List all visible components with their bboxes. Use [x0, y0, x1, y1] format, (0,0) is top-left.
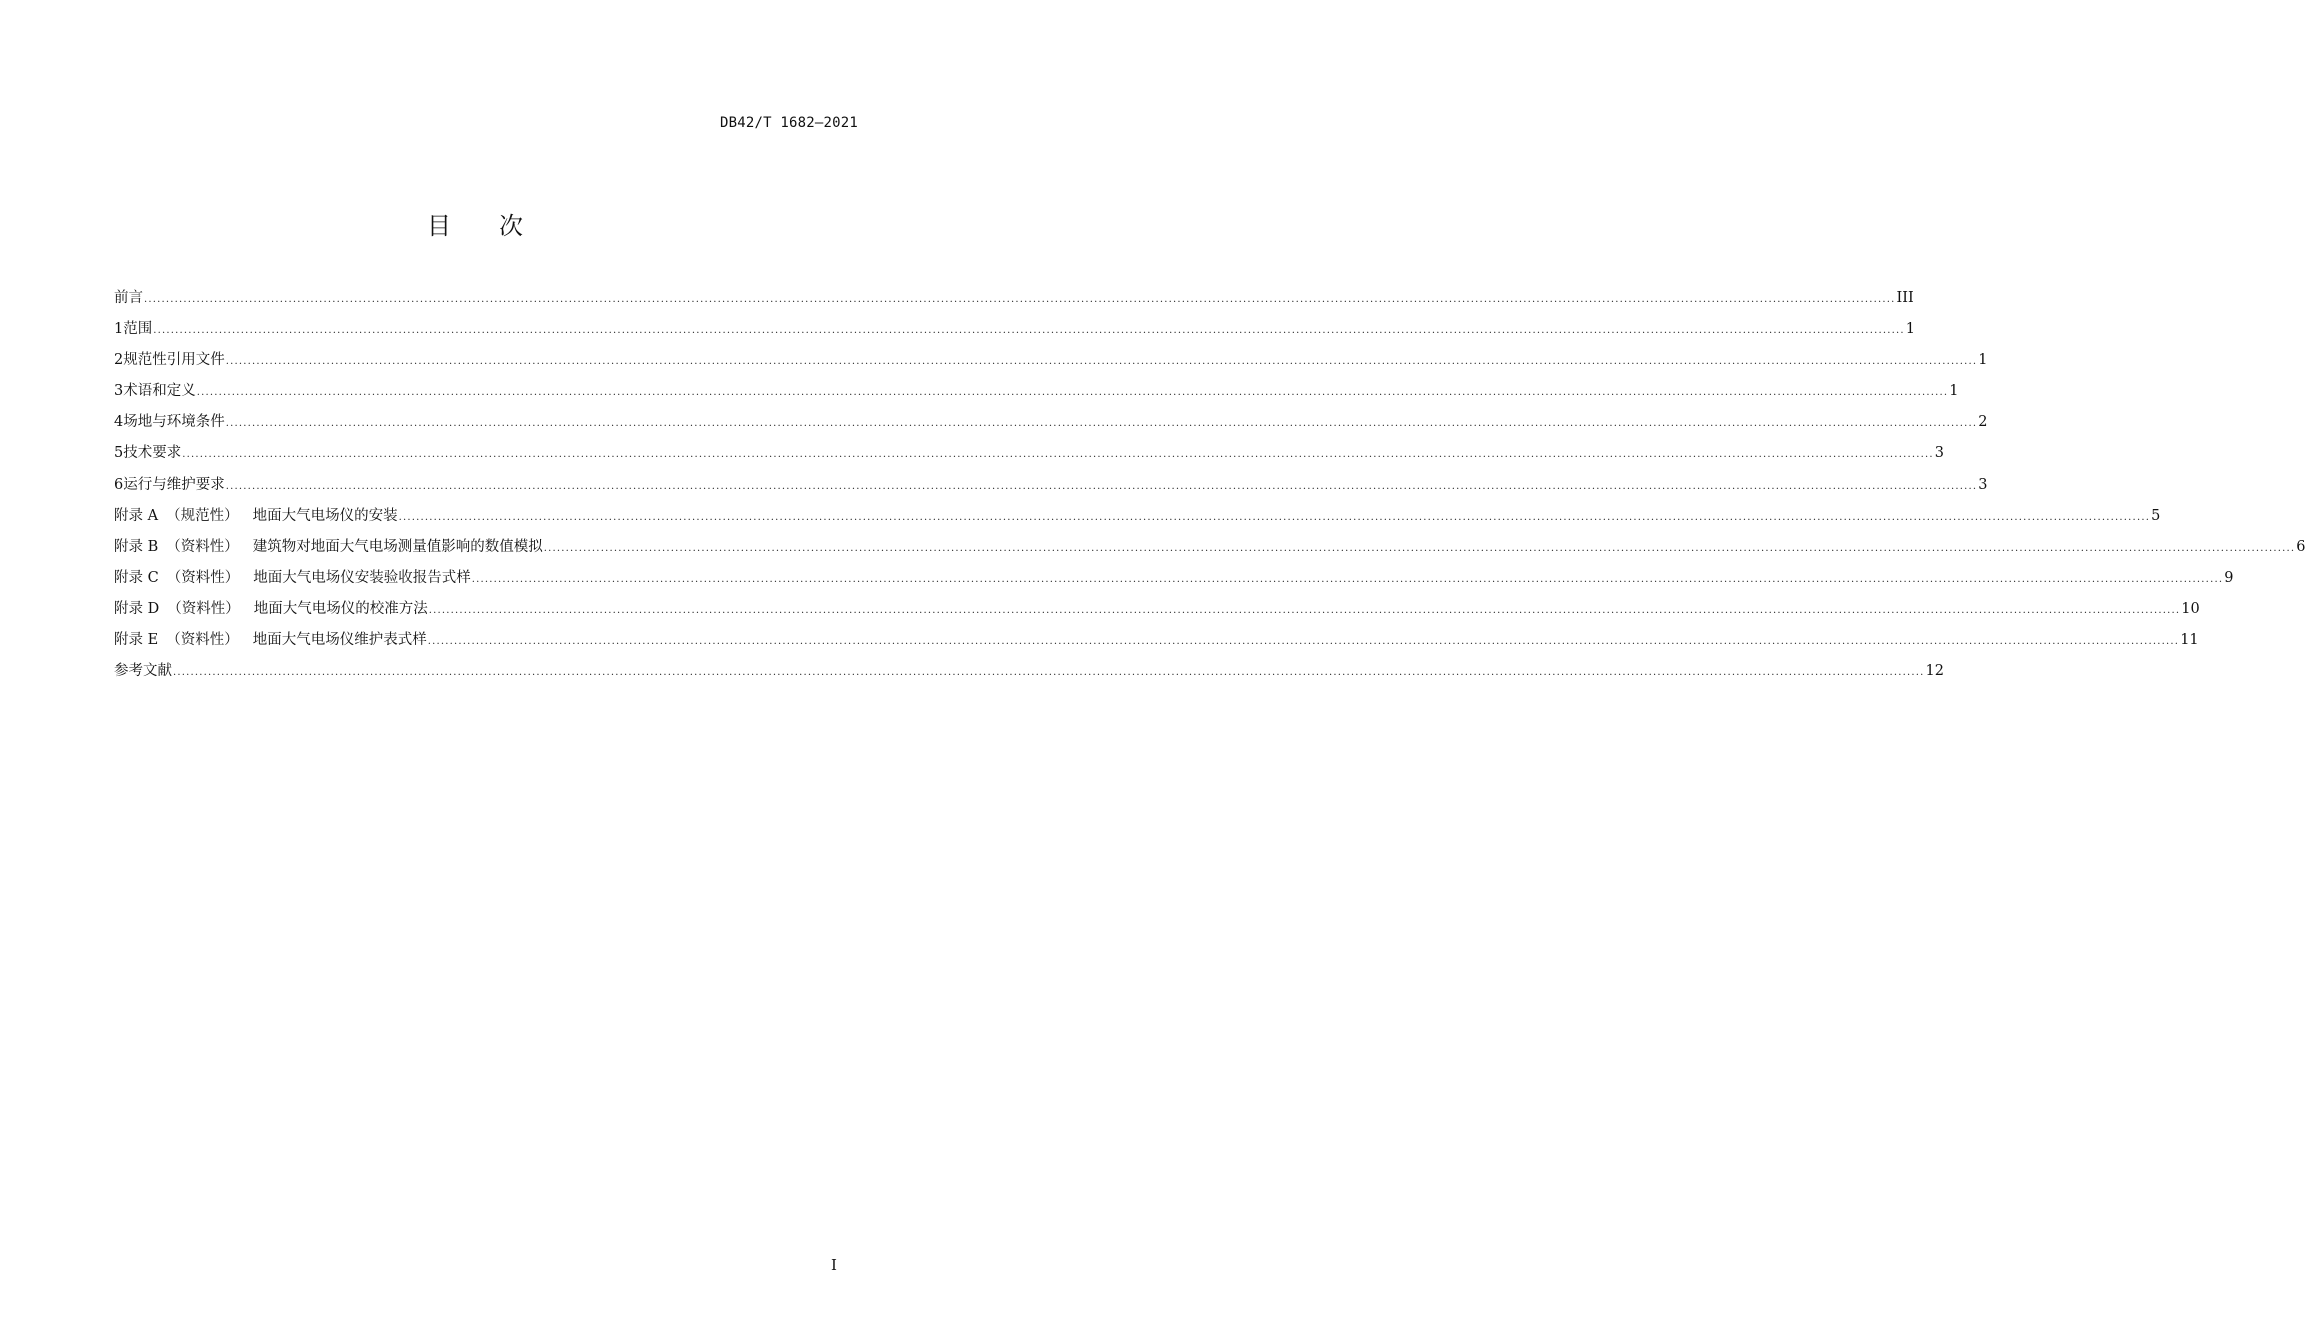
toc-leader-dots: ................................................................................................................................................................................................................................................................................................................................................................................................................: [144, 294, 1896, 305]
toc-entry-page: III: [1896, 290, 1914, 306]
toc-title: [0, 206, 950, 241]
toc-entry-foreword[interactable]: [114, 283, 1914, 314]
toc-appendix-type: （资料性）: [166, 538, 239, 555]
toc-entry-appendix-d[interactable]: [114, 594, 2200, 625]
toc-entry-bibliography[interactable]: [114, 656, 1944, 687]
toc-entry-number: 5: [114, 445, 124, 462]
toc-entry-page: 1: [1905, 321, 1915, 338]
toc-entry-label: 建筑物对地面大气电场测量值影响的数值模拟: [252, 538, 543, 555]
toc-entry-page: 1: [1978, 352, 1988, 369]
toc-leader-dots: ................................................................................................................................................................................................................................................................................................................................................................................................................: [153, 325, 1905, 337]
toc-entry-5[interactable]: [114, 438, 1944, 469]
toc-entry-label: 规范性引用文件: [123, 352, 225, 369]
toc-appendix-type: （规范性）: [166, 507, 239, 524]
toc-entry-appendix-e[interactable]: [114, 625, 2199, 656]
toc-entry-label: 地面大气电场仪安装验收报告式样: [253, 569, 471, 586]
toc-entry-label: 范围: [123, 321, 153, 338]
toc-title-char-1: 目: [427, 212, 451, 240]
toc-entry-page: 5: [2151, 507, 2161, 524]
toc-title-char-2: 次: [499, 212, 523, 240]
toc-entry-page: 1: [1949, 383, 1959, 400]
toc-entry-label: 术语和定义: [123, 383, 196, 400]
toc-appendix-type: （资料性）: [166, 569, 240, 586]
toc-entry-page: 10: [2181, 600, 2200, 617]
toc-leader-dots: ................................................................................................................................................................................................................................................................................................................................................................................................................: [398, 511, 2151, 523]
toc-entry-appendix-c[interactable]: [114, 563, 2234, 594]
toc-entry-appendix-a[interactable]: [114, 501, 2161, 532]
toc-entry-6[interactable]: [114, 470, 1988, 501]
toc-leader-dots: ................................................................................................................................................................................................................................................................................................................................................................................................................: [196, 387, 1949, 399]
toc-entry-3[interactable]: [114, 376, 1959, 407]
toc-leader-dots: ................................................................................................................................................................................................................................................................................................................................................................................................................: [225, 418, 1978, 430]
table-of-contents: [114, 283, 2305, 687]
toc-entry-page: 6: [2296, 538, 2305, 555]
toc-leader-dots: ................................................................................................................................................................................................................................................................................................................................................................................................................: [427, 636, 2180, 648]
toc-appendix-prefix: 附录 D: [114, 600, 160, 617]
toc-entry-label: 前言: [114, 290, 143, 306]
toc-appendix-prefix: 附录 B: [114, 538, 159, 555]
toc-entry-page: 12: [1925, 663, 1944, 680]
toc-entry-page: 2: [1978, 414, 1988, 431]
toc-appendix-prefix: 附录 A: [114, 507, 159, 524]
toc-appendix-prefix: 附录 C: [114, 569, 159, 586]
toc-entry-number: 3: [114, 383, 124, 400]
toc-leader-dots: ................................................................................................................................................................................................................................................................................................................................................................................................................: [428, 604, 2181, 616]
toc-leader-dots: ................................................................................................................................................................................................................................................................................................................................................................................................................: [173, 667, 1925, 679]
toc-appendix-prefix: 附录 E: [114, 632, 159, 649]
toc-entry-label: 地面大气电场仪的校准方法: [253, 600, 428, 617]
toc-entry-label: 技术要求: [123, 445, 182, 462]
toc-leader-dots: ................................................................................................................................................................................................................................................................................................................................................................................................................: [543, 542, 2296, 554]
toc-entry-label: 地面大气电场仪维护表式样: [252, 632, 427, 649]
toc-entry-page: 3: [1978, 476, 1988, 493]
toc-entry-page: 3: [1934, 445, 1944, 462]
toc-entry-number: 4: [114, 414, 124, 431]
toc-appendix-type: （资料性）: [166, 632, 239, 649]
toc-entry-label: 参考文献: [114, 663, 172, 680]
toc-entry-number: 2: [114, 352, 124, 369]
toc-entry-number: 1: [114, 321, 124, 338]
toc-entry-page: 9: [2224, 569, 2234, 586]
page-number: I: [831, 1256, 837, 1274]
toc-leader-dots: ................................................................................................................................................................................................................................................................................................................................................................................................................: [182, 449, 1934, 461]
toc-entry-label: 场地与环境条件: [123, 414, 225, 431]
toc-entry-number: 6: [114, 476, 124, 493]
toc-leader-dots: ................................................................................................................................................................................................................................................................................................................................................................................................................: [225, 356, 1978, 368]
document-code: DB42/T 1682—2021: [719, 115, 858, 131]
toc-entry-1[interactable]: [114, 314, 1915, 345]
toc-entry-2[interactable]: [114, 345, 1988, 376]
toc-entry-page: 11: [2180, 632, 2199, 649]
toc-appendix-type: （资料性）: [167, 600, 240, 617]
toc-leader-dots: ................................................................................................................................................................................................................................................................................................................................................................................................................: [225, 480, 1978, 492]
toc-entry-appendix-b[interactable]: [114, 532, 2305, 563]
toc-leader-dots: ................................................................................................................................................................................................................................................................................................................................................................................................................: [471, 573, 2224, 585]
toc-entry-label: 运行与维护要求: [123, 476, 225, 493]
toc-entry-label: 地面大气电场仪的安装: [252, 507, 398, 524]
toc-entry-4[interactable]: [114, 407, 1988, 438]
